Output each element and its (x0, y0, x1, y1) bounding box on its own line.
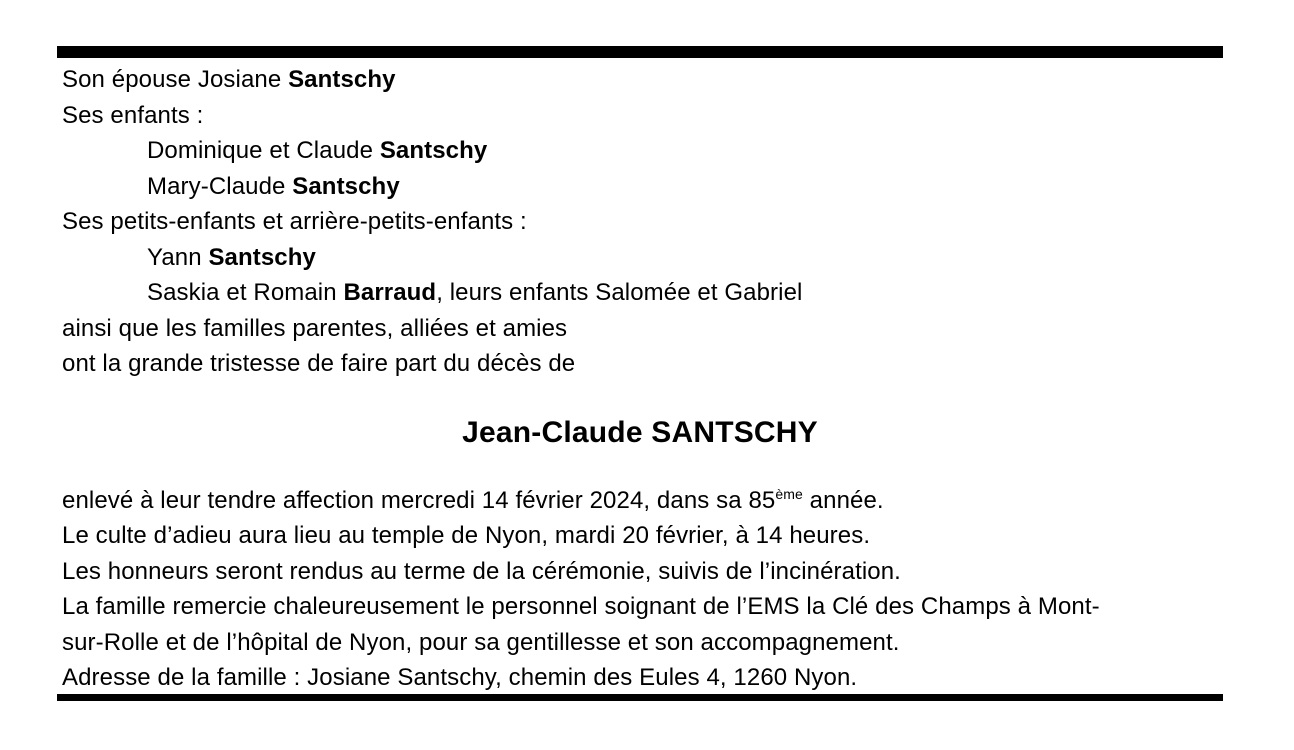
surname-bold-segment: Santschy (379, 137, 488, 164)
detail-lines (62, 483, 1218, 696)
notice-line (62, 483, 1218, 519)
text-segment: Saskia et Romain (147, 279, 344, 306)
surname-bold-segment: Santschy (292, 172, 400, 200)
notice-line (62, 554, 1218, 590)
notice-line (62, 346, 1218, 382)
text-segment: Ses petits-enfants et arrière-petits-enfants : (62, 208, 527, 235)
notice-line (62, 240, 1218, 276)
text-segment: enlevé à leur tendre affection mercredi 14 février 2024, dans sa 85 (62, 486, 776, 514)
notice-line (62, 589, 1218, 625)
deceased-name: Jean-Claude SANTSCHY (462, 415, 818, 449)
text-segment: Son épouse Josiane (62, 66, 289, 93)
top-rule (57, 46, 1223, 58)
text-segment: ont la grande tristesse de faire part du décès de (62, 350, 576, 377)
family-lines (62, 62, 1218, 382)
notice-line (62, 204, 1218, 240)
notice-line (62, 518, 1218, 554)
text-segment: Le culte d’adieu aura lieu au temple de Nyon, mardi 20 février, à 14 heures. (62, 522, 871, 549)
notice-line (62, 625, 1218, 661)
text-segment: année. (802, 486, 884, 514)
surname-bold-segment: Santschy (288, 66, 396, 93)
text-segment: ainsi que les familles parentes, alliées et amies (62, 314, 568, 342)
notice-line (62, 275, 1218, 311)
notice-line (62, 660, 1218, 696)
notice-line (62, 62, 1218, 98)
text-segment: , leurs enfants Salomée et Gabriel (436, 279, 803, 306)
notice-content (62, 62, 1218, 696)
text-segment: Les honneurs seront rendus au terme de la cérémonie, suivis de l’incinération. (62, 557, 901, 585)
text-segment: Yann (147, 243, 209, 271)
notice-line (62, 98, 1218, 134)
text-segment: La famille remercie chaleureusement le personnel soignant de l’EMS la Clé des Champs à Mont- (62, 593, 1100, 620)
notice-line (62, 311, 1218, 347)
text-segment: Dominique et Claude (147, 137, 380, 164)
superscript-segment: ème (775, 485, 803, 502)
text-segment: Adresse de la famille : Josiane Santschy, chemin des Eules 4, 1260 Nyon. (62, 664, 858, 691)
text-segment: Mary-Claude (147, 172, 293, 200)
notice-line (62, 133, 1218, 169)
notice-line (62, 169, 1218, 205)
bottom-rule (57, 694, 1223, 701)
surname-bold-segment: Barraud (343, 279, 437, 306)
text-segment: Ses enfants : (62, 101, 204, 129)
surname-bold-segment: Santschy (208, 243, 316, 271)
text-segment: sur-Rolle et de l’hôpital de Nyon, pour sa gentillesse et son accompagnement. (62, 628, 900, 656)
